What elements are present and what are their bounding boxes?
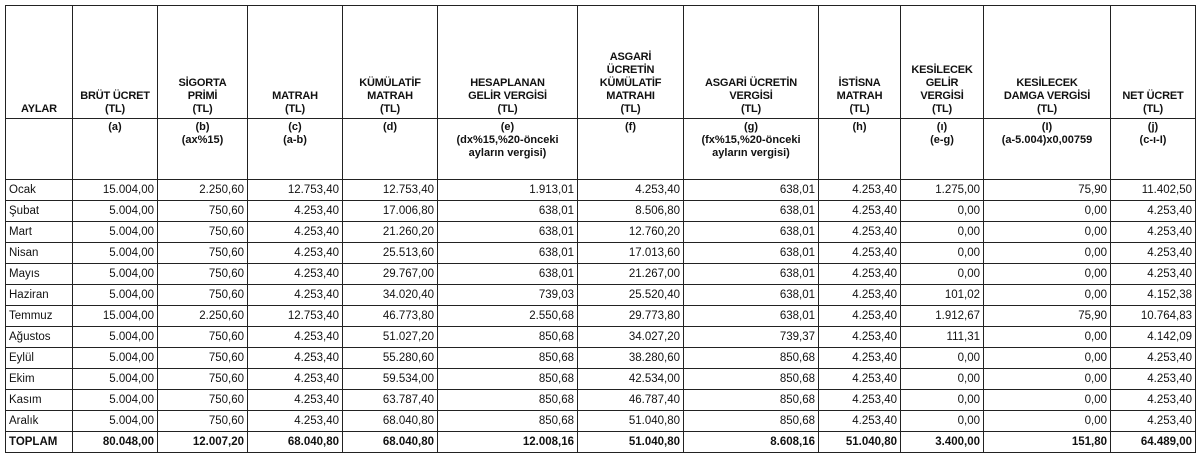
value-cell: 34.020,40: [343, 285, 438, 306]
value-cell: 0,00: [984, 264, 1111, 285]
value-cell: 2.250,60: [158, 180, 248, 201]
column-title-line: KESİLECEK: [911, 64, 973, 76]
table-row: [6, 390, 1196, 411]
value-cell: 638,01: [438, 243, 578, 264]
value-cell: 0,00: [984, 327, 1111, 348]
value-cell: 4.253,40: [1111, 390, 1196, 411]
value-cell: 5.004,00: [73, 390, 158, 411]
column-title-line: GELİR VERGİSİ: [468, 90, 547, 102]
column-unit: (TL): [1143, 103, 1163, 115]
column-title-line: HESAPLANAN: [470, 77, 545, 89]
value-cell: 4.253,40: [578, 180, 684, 201]
value-cell: 3.400,00: [901, 432, 984, 453]
column-code: (h): [852, 121, 867, 133]
value-cell: 5.004,00: [73, 243, 158, 264]
column-title-line: İSTİSNA: [838, 77, 881, 89]
value-cell: 51.040,80: [578, 411, 684, 432]
value-cell: 0,00: [901, 411, 984, 432]
column-formula: [578, 119, 684, 180]
value-cell: 4.253,40: [1111, 201, 1196, 222]
column-title-line: VERGİSİ: [920, 90, 964, 102]
month-cell: Ağustos: [6, 327, 73, 348]
value-cell: 12.007,20: [158, 432, 248, 453]
value-cell: 4.253,40: [1111, 348, 1196, 369]
value-cell: 17.013,60: [578, 243, 684, 264]
column-code: (a): [108, 121, 122, 133]
value-cell: 0,00: [984, 411, 1111, 432]
formula-line: (a-5.004)x0,00759: [1001, 134, 1093, 146]
column-header: [343, 6, 438, 119]
column-header: [158, 6, 248, 119]
column-unit: (TL): [497, 103, 518, 115]
value-cell: 68.040,80: [248, 432, 343, 453]
value-cell: 12.008,16: [438, 432, 578, 453]
month-cell: Temmuz: [6, 306, 73, 327]
column-code: (d): [382, 121, 398, 133]
value-cell: 42.534,00: [578, 369, 684, 390]
column-unit: (TL): [285, 103, 305, 115]
column-title-line: KESİLECEK: [1016, 77, 1078, 89]
column-header: [73, 6, 158, 119]
value-cell: 0,00: [901, 222, 984, 243]
column-formula: [158, 119, 248, 180]
value-cell: 638,01: [438, 264, 578, 285]
value-cell: 101,02: [901, 285, 984, 306]
column-formula: [984, 119, 1111, 180]
value-cell: 4.253,40: [819, 264, 901, 285]
value-cell: 850,68: [438, 411, 578, 432]
value-cell: 51.027,20: [343, 327, 438, 348]
value-cell: 34.027,20: [578, 327, 684, 348]
value-cell: 12.753,40: [248, 180, 343, 201]
value-cell: 29.767,00: [343, 264, 438, 285]
value-cell: 739,03: [438, 285, 578, 306]
column-title-line: PRİMİ: [187, 90, 218, 102]
value-cell: 151,80: [984, 432, 1111, 453]
value-cell: 750,60: [158, 348, 248, 369]
column-formula: [1111, 119, 1196, 180]
column-formula: [6, 119, 73, 180]
month-cell: Nisan: [6, 243, 73, 264]
value-cell: 850,68: [438, 327, 578, 348]
value-cell: 4.253,40: [819, 348, 901, 369]
value-cell: 0,00: [901, 264, 984, 285]
table-row: [6, 201, 1196, 222]
column-formula: [343, 119, 438, 180]
column-header: [819, 6, 901, 119]
value-cell: 4.253,40: [248, 264, 343, 285]
payroll-tax-table: [5, 5, 1196, 453]
value-cell: 4.253,40: [819, 285, 901, 306]
value-cell: 4.253,40: [819, 201, 901, 222]
value-cell: 4.253,40: [819, 369, 901, 390]
value-cell: 4.253,40: [1111, 369, 1196, 390]
column-code: (f): [625, 121, 636, 133]
value-cell: 750,60: [158, 201, 248, 222]
table-row: [6, 369, 1196, 390]
value-cell: 5.004,00: [73, 222, 158, 243]
value-cell: 11.402,50: [1111, 180, 1196, 201]
column-header: [6, 6, 73, 119]
column-title-line: MATRAH: [272, 90, 318, 102]
column-title-line: KÜMÜLATİF: [359, 77, 421, 89]
value-cell: 55.280,60: [343, 348, 438, 369]
column-header: [248, 6, 343, 119]
formula-line: (fx%15,%20-önceki: [701, 134, 801, 146]
value-cell: 4.253,40: [248, 243, 343, 264]
value-cell: 0,00: [984, 243, 1111, 264]
value-cell: 21.267,00: [578, 264, 684, 285]
value-cell: 0,00: [984, 369, 1111, 390]
column-code: (c): [288, 121, 302, 133]
value-cell: 5.004,00: [73, 327, 158, 348]
formula-line: (dx%15,%20-önceki: [456, 134, 559, 146]
value-cell: 5.004,00: [73, 285, 158, 306]
value-cell: 15.004,00: [73, 180, 158, 201]
value-cell: 0,00: [984, 285, 1111, 306]
value-cell: 38.280,60: [578, 348, 684, 369]
value-cell: 750,60: [158, 222, 248, 243]
value-cell: 0,00: [984, 348, 1111, 369]
value-cell: 4.253,40: [819, 222, 901, 243]
value-cell: 59.534,00: [343, 369, 438, 390]
value-cell: 0,00: [901, 348, 984, 369]
formula-line: ayların vergisi): [712, 147, 790, 159]
value-cell: 63.787,40: [343, 390, 438, 411]
column-header: [1111, 6, 1196, 119]
column-code: (b): [195, 121, 210, 133]
value-cell: 0,00: [984, 201, 1111, 222]
value-cell: 750,60: [158, 390, 248, 411]
value-cell: 850,68: [438, 348, 578, 369]
value-cell: 4.253,40: [819, 306, 901, 327]
value-cell: 638,01: [684, 180, 819, 201]
table-row: [6, 264, 1196, 285]
column-unit: (TL): [192, 103, 213, 115]
value-cell: 4.253,40: [819, 327, 901, 348]
value-cell: 8.608,16: [684, 432, 819, 453]
value-cell: 12.760,20: [578, 222, 684, 243]
value-cell: 25.513,60: [343, 243, 438, 264]
value-cell: 1.913,01: [438, 180, 578, 201]
column-formula: [438, 119, 578, 180]
total-row: [6, 432, 1196, 453]
formula-line: ayların vergisi): [468, 147, 547, 159]
column-title-line: VERGİSİ: [729, 90, 773, 102]
value-cell: 51.040,80: [578, 432, 684, 453]
value-cell: 4.253,40: [1111, 243, 1196, 264]
value-cell: 850,68: [438, 369, 578, 390]
value-cell: 5.004,00: [73, 348, 158, 369]
value-cell: 80.048,00: [73, 432, 158, 453]
value-cell: 4.142,09: [1111, 327, 1196, 348]
value-cell: 638,01: [684, 222, 819, 243]
column-title-line: AYLAR: [21, 103, 57, 115]
value-cell: 68.040,80: [343, 432, 438, 453]
column-formula: [73, 119, 158, 180]
value-cell: 46.773,80: [343, 306, 438, 327]
value-cell: 4.253,40: [819, 390, 901, 411]
column-unit: (TL): [849, 103, 870, 115]
value-cell: 68.040,80: [343, 411, 438, 432]
column-code: (I): [1041, 121, 1053, 133]
value-cell: 638,01: [684, 306, 819, 327]
value-cell: 4.253,40: [248, 327, 343, 348]
value-cell: 0,00: [984, 390, 1111, 411]
value-cell: 850,68: [438, 390, 578, 411]
value-cell: 4.253,40: [819, 243, 901, 264]
value-cell: 0,00: [901, 243, 984, 264]
column-header: [901, 6, 984, 119]
formula-line: (e-g): [930, 134, 954, 146]
formula-row: [6, 119, 1196, 180]
value-cell: 638,01: [684, 285, 819, 306]
value-cell: 0,00: [984, 222, 1111, 243]
column-header: [984, 6, 1111, 119]
value-cell: 750,60: [158, 411, 248, 432]
column-formula: [819, 119, 901, 180]
month-cell: Mart: [6, 222, 73, 243]
value-cell: 17.006,80: [343, 201, 438, 222]
month-cell: TOPLAM: [6, 432, 73, 453]
value-cell: 75,90: [984, 306, 1111, 327]
value-cell: 12.753,40: [248, 306, 343, 327]
value-cell: 4.253,40: [1111, 411, 1196, 432]
value-cell: 4.253,40: [819, 180, 901, 201]
formula-line: (a-b): [283, 134, 307, 146]
month-cell: Mayıs: [6, 264, 73, 285]
value-cell: 739,37: [684, 327, 819, 348]
formula-line: (c-ı-I): [1139, 134, 1167, 146]
value-cell: 850,68: [684, 411, 819, 432]
value-cell: 4.253,40: [1111, 264, 1196, 285]
column-header: [578, 6, 684, 119]
column-formula: [901, 119, 984, 180]
value-cell: 4.253,40: [248, 201, 343, 222]
column-title-line: ASGARİ ÜCRETİN: [705, 77, 797, 89]
column-title-line: ASGARİ: [609, 51, 652, 63]
column-unit: (TL): [620, 103, 641, 115]
value-cell: 750,60: [158, 369, 248, 390]
table-row: [6, 222, 1196, 243]
value-cell: 1.912,67: [901, 306, 984, 327]
value-cell: 4.253,40: [248, 390, 343, 411]
value-cell: 5.004,00: [73, 411, 158, 432]
column-title-line: KÜMÜLATİF: [599, 77, 662, 89]
column-title-line: MATRAHI: [606, 90, 655, 102]
value-cell: 25.520,40: [578, 285, 684, 306]
value-cell: 638,01: [684, 243, 819, 264]
value-cell: 12.753,40: [343, 180, 438, 201]
value-cell: 10.764,83: [1111, 306, 1196, 327]
column-unit: (TL): [105, 103, 125, 115]
column-formula: [684, 119, 819, 180]
column-title-line: BRÜT ÜCRET: [80, 90, 150, 102]
month-cell: Kasım: [6, 390, 73, 411]
column-title-line: GELİR: [925, 77, 959, 89]
table-row: [6, 243, 1196, 264]
column-code: (e): [500, 121, 515, 133]
value-cell: 4.253,40: [248, 222, 343, 243]
header-row: [6, 6, 1196, 119]
value-cell: 2.550,68: [438, 306, 578, 327]
table-row: [6, 306, 1196, 327]
value-cell: 4.253,40: [248, 369, 343, 390]
table-row: [6, 327, 1196, 348]
value-cell: 4.253,40: [819, 411, 901, 432]
value-cell: 21.260,20: [343, 222, 438, 243]
value-cell: 4.152,38: [1111, 285, 1196, 306]
value-cell: 750,60: [158, 285, 248, 306]
value-cell: 64.489,00: [1111, 432, 1196, 453]
value-cell: 4.253,40: [1111, 222, 1196, 243]
value-cell: 111,31: [901, 327, 984, 348]
value-cell: 850,68: [684, 369, 819, 390]
column-unit: (TL): [932, 103, 952, 115]
value-cell: 0,00: [901, 201, 984, 222]
column-code: (g): [743, 121, 759, 133]
column-title-line: ÜCRETİN: [606, 64, 655, 76]
month-cell: Ocak: [6, 180, 73, 201]
value-cell: 638,01: [438, 222, 578, 243]
value-cell: 46.787,40: [578, 390, 684, 411]
column-title-line: SİGORTA: [178, 77, 227, 89]
value-cell: 4.253,40: [248, 348, 343, 369]
value-cell: 0,00: [901, 390, 984, 411]
month-cell: Aralık: [6, 411, 73, 432]
value-cell: 750,60: [158, 243, 248, 264]
value-cell: 638,01: [684, 201, 819, 222]
value-cell: 75,90: [984, 180, 1111, 201]
table-row: [6, 285, 1196, 306]
month-cell: Haziran: [6, 285, 73, 306]
column-unit: (TL): [1037, 103, 1057, 115]
value-cell: 15.004,00: [73, 306, 158, 327]
column-title-line: MATRAH: [836, 90, 883, 102]
column-title-line: MATRAH: [367, 90, 413, 102]
column-code: (ı): [936, 121, 948, 133]
column-header: [438, 6, 578, 119]
column-title-line: NET ÜCRET: [1122, 90, 1184, 102]
value-cell: 5.004,00: [73, 369, 158, 390]
value-cell: 29.773,80: [578, 306, 684, 327]
month-cell: Ekim: [6, 369, 73, 390]
value-cell: 4.253,40: [248, 285, 343, 306]
value-cell: 4.253,40: [248, 411, 343, 432]
value-cell: 5.004,00: [73, 264, 158, 285]
value-cell: 8.506,80: [578, 201, 684, 222]
value-cell: 850,68: [684, 390, 819, 411]
table-row: [6, 180, 1196, 201]
table-row: [6, 348, 1196, 369]
column-unit: (TL): [380, 103, 400, 115]
value-cell: 1.275,00: [901, 180, 984, 201]
value-cell: 750,60: [158, 264, 248, 285]
value-cell: 750,60: [158, 327, 248, 348]
column-code: (j): [1147, 121, 1159, 133]
column-formula: [248, 119, 343, 180]
table-row: [6, 411, 1196, 432]
value-cell: 5.004,00: [73, 201, 158, 222]
value-cell: 51.040,80: [819, 432, 901, 453]
value-cell: 638,01: [438, 201, 578, 222]
value-cell: 0,00: [901, 369, 984, 390]
value-cell: 850,68: [684, 348, 819, 369]
column-title-line: DAMGA VERGİSİ: [1003, 90, 1091, 102]
month-cell: Şubat: [6, 201, 73, 222]
value-cell: 2.250,60: [158, 306, 248, 327]
value-cell: 638,01: [684, 264, 819, 285]
column-unit: (TL): [741, 103, 761, 115]
month-cell: Eylül: [6, 348, 73, 369]
formula-line: (ax%15): [181, 134, 224, 146]
column-header: [684, 6, 819, 119]
